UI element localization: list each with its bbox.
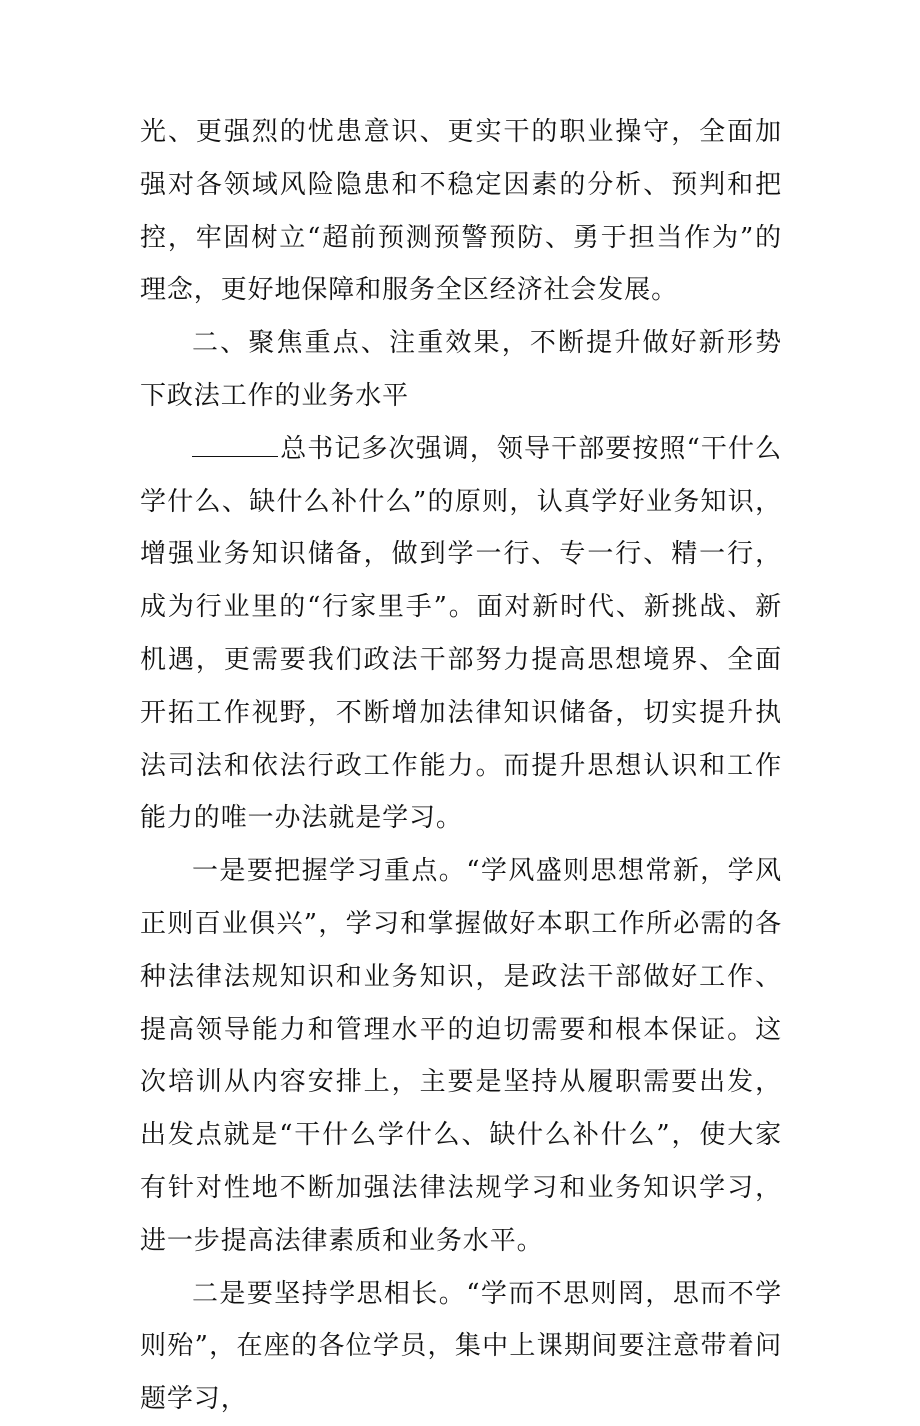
paragraph-continuation: 光、更强烈的忧患意识、更实干的职业操守，全面加强对各领域风险隐患和不稳定因素的分析、预判和把控，牢固树立“超前预测预警预防、勇于担当作为”的理念，更好地保障和服务全区经济社会发展。	[140, 117, 782, 306]
paragraph-learning-intro-text: 总书记多次强调，领导干部要按照“干什么学什么、缺什么补什么”的原则，认真学好业务知识，增强业务知识储备，做到学一行、专一行、精一行，成为行业里的“行家里手”。面对新时代、新挑战、新机遇，更需要我们政法干部努力提高思想境界、全面开拓工作视野，不断增加法律知识储备，切实提升执法司法和依法行政工作能力。而提升思想认识和工作能力的唯一办法就是学习。	[140, 433, 782, 834]
section-heading-two: 二、聚焦重点、注重效果，不断提升做好新形势下政法工作的业务水平	[140, 328, 782, 411]
paragraph-point-one: 一是要把握学习重点。“学风盛则思想常新，学风正则百业俱兴”，学习和掌握做好本职工作所必需的各种法律法规知识和业务知识，是政法干部做好工作、提高领导能力和管理水平的迫切需要和根本保证。这次培训从内容安排上，主要是坚持从履职需要出发，出发点就是“干什么学什么、缺什么补什么”，使大家有针对性地不断加强法律法规学习和业务知识学习，进一步提高法律素质和业务水平。	[140, 856, 782, 1256]
blank-underline	[192, 454, 278, 457]
paragraph-learning-intro	[140, 423, 782, 845]
document-body	[140, 106, 782, 1426]
paragraph-point-two: 二是要坚持学思相长。“学而不思则罔，思而不学则殆”，在座的各位学员，集中上课期间要注意带着问题学习，	[140, 1278, 782, 1415]
